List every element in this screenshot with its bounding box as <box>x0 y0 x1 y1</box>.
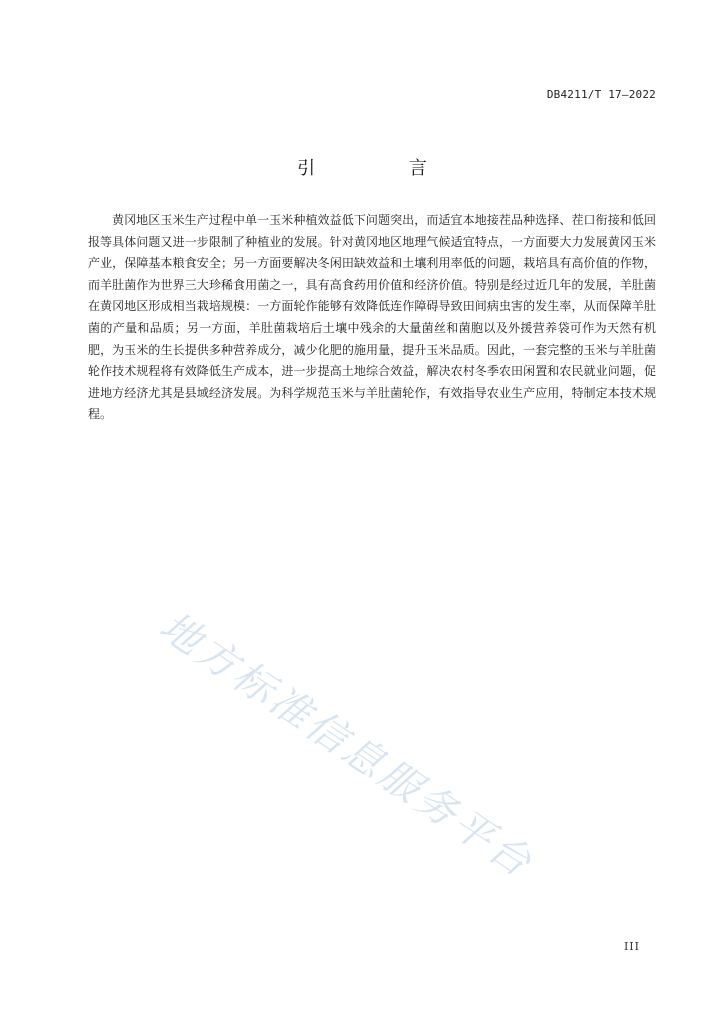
watermark: 地方标准信息服务平台 <box>151 603 542 888</box>
section-title: 引 言 <box>297 158 471 179</box>
introduction-paragraph: 黄冈地区玉米生产过程中单一玉米种植效益低下问题突出，而适宜本地接茬品种选择、茬口衔接和低回报等具体问题又进一步限制了种植业的发展。针对黄冈地区地理气候适宜特点，一方面要大力发展黄冈玉米产业，保障基本粮食安全；另一方面要解决冬闲田缺效益和土壤利用率低的问题，栽培具有高价值的作物，而羊肚菌作为世界三大珍稀食用菌之一，具有高食药用价值和经济价值。特别是经过近几年的发展，羊肚菌在黄冈地区形成相当栽培规模：一方面轮作能够有效降低连作障碍导致田间病虫害的发生率，从而保障羊肚菌的产量和品质；另一方面，羊肚菌栽培后土壤中残余的大量菌丝和菌胞以及外援营养袋可作为天然有机肥，为玉米的生长提供多种营养成分，减少化肥的施用量，提升玉米品质。因此，一套完整的玉米与羊肚菌轮作技术规程将有效降低生产成本，进一步提高土地综合效益，解决农村冬季农田闲置和农民就业问题，促进地方经济尤其是县域经济发展。为科学规范玉米与羊肚菌轮作，有效指导农业生产应用，特制定本技术规程。 <box>88 213 656 422</box>
document-code: DB4211/T 17—2022 <box>546 88 656 101</box>
page-number: III <box>623 940 640 953</box>
